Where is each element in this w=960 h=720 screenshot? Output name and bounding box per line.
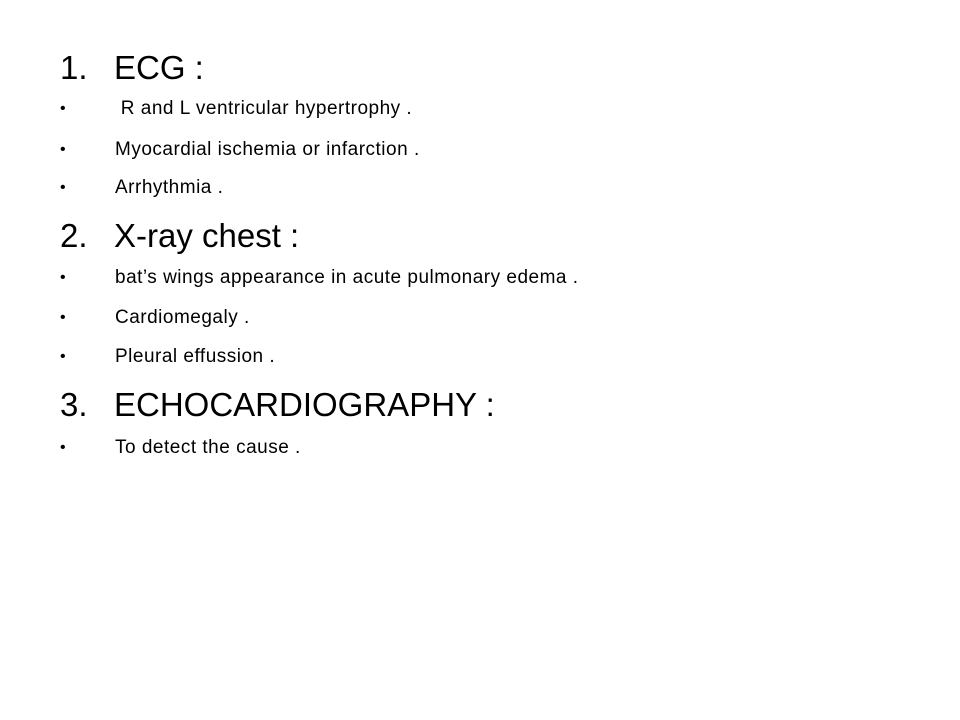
section-2-number: 2. xyxy=(60,217,88,254)
section-3-bullet-1 xyxy=(60,435,301,461)
bullet-text: bat’s wings appearance in acute pulmonary edema . xyxy=(115,267,579,288)
section-1-title: ECG : xyxy=(114,49,204,86)
section-1-bullet-3 xyxy=(60,175,223,201)
bullet-icon: • xyxy=(60,179,67,196)
bullet-text: Cardiomegaly . xyxy=(115,307,250,328)
bullet-icon: • xyxy=(60,309,67,326)
section-2-bullet-1 xyxy=(60,265,579,291)
bullet-text: Arrhythmia . xyxy=(115,177,224,198)
section-1-heading xyxy=(60,46,204,90)
section-2-bullet-3 xyxy=(60,344,275,370)
bullet-icon: • xyxy=(60,439,67,456)
bullet-text: To detect the cause . xyxy=(115,437,301,458)
bullet-text: Pleural effussion . xyxy=(115,346,276,367)
section-2-title: X-ray chest : xyxy=(114,217,300,254)
bullet-icon: • xyxy=(60,141,67,158)
section-1-bullet-1 xyxy=(60,96,412,122)
bullet-icon: • xyxy=(60,348,67,365)
bullet-icon: • xyxy=(60,269,67,286)
bullet-icon: • xyxy=(60,100,67,117)
section-1-bullet-2 xyxy=(60,137,420,163)
bullet-text: R and L ventricular hypertrophy . xyxy=(115,98,413,119)
section-3-heading xyxy=(60,383,495,427)
section-3-number: 3. xyxy=(60,386,88,423)
section-3-title: ECHOCARDIOGRAPHY : xyxy=(114,386,495,423)
section-1-number: 1. xyxy=(60,49,88,86)
bullet-text: Myocardial ischemia or infarction . xyxy=(115,139,420,160)
section-2-heading xyxy=(60,214,299,258)
section-2-bullet-2 xyxy=(60,305,250,331)
